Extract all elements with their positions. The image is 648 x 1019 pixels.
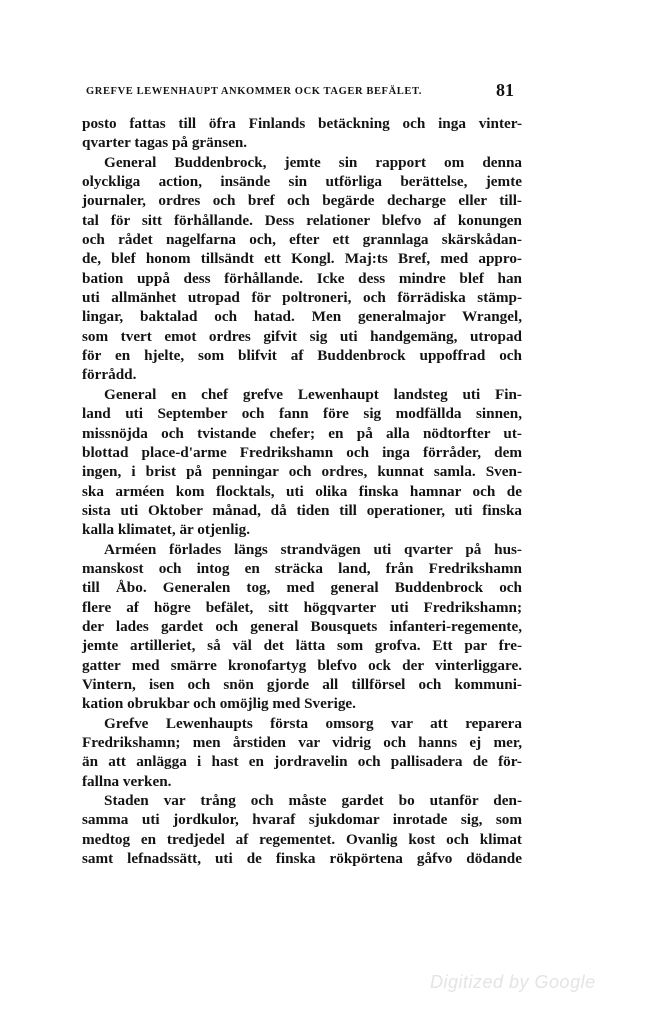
text-line: olyckliga action, insände sin utförliga berättelse, jemte [82,173,522,191]
text-line: kalla klimatet, är otjenlig. [82,521,251,539]
text-line: blottad place-d'arme Fredrikshamn och inga förråder, dem [82,443,522,461]
text-line: fallna verken. [82,772,172,790]
text-line: ska arméen kom flocktals, uti olika finska hamnar och de [82,482,522,500]
text-line: qvarter tagas på gränsen. [82,134,248,152]
text-line: Staden var trång och måste gardet bo utanför den- [104,792,522,810]
text-line: bation uppå dess förhållande. Icke dess mindre blef han [82,269,522,287]
text-line: lingar, baktalad och hatad. Men generalmajor Wrangel, [82,308,522,326]
text-line: Arméen förlades längs strandvägen uti qvarter på hus- [104,540,522,558]
text-line: medtog en tredjedel af regementet. Ovanlig kost och klimat [82,830,522,848]
text-line: land uti September och fann före sig modfällda sinnen, [82,405,522,423]
text-line: flere af högre befälet, sitt högqvarter uti Fredrikshamn; [82,598,522,616]
text-line: Vintern, isen och snön gjorde all tillförsel och kommuni- [82,675,522,693]
text-line: kation obrukbar och omöjlig med Sverige. [82,695,356,713]
text-line: manskost och intog en sträcka land, från Fredrikshamn [82,559,522,577]
running-head: GREFVE LEWENHAUPT ANKOMMER OCK TAGER BEFÄLET. [86,86,423,97]
text-line: och rådet nagelfarna och, efter ett grannlaga skärskådan- [82,231,522,249]
text-line: Fredrikshamn; men årstiden var vidrig och hanns ej mer, [82,734,522,751]
text-line: missnöjda och tvistande chefer; en på alla nödtorfter ut- [82,424,522,442]
text-line: der lades gardet och general Bousquets infanteri-regemente, [82,617,522,635]
text-line: Grefve Lewenhaupts första omsorg var att reparera [104,714,522,732]
text-line: för en hjelte, som blifvit af Buddenbrock uppoffrad och [82,347,522,365]
text-line: sista uti Oktober månad, då tiden till operationer, uti finska [82,501,522,519]
text-line: de, blef honom tillsändt ett Kongl. Maj:ts Bref, med appro- [82,250,522,268]
text-line: ingen, i brist på penningar och ordres, kunnat samla. Sven- [82,463,522,481]
page-header [82,80,516,106]
text-line: som tvert emot ordres gifvit sig uti handgemäng, utropad [82,327,522,345]
text-line: General Buddenbrock, jemte sin rapport om denna [104,153,522,171]
body-text [82,114,522,868]
text-line: samma uti jordkulor, hvaraf sjukdomar inrotade sig, som [82,811,522,829]
text-line: samt lefnadssätt, uti de finska rökpörtena gåfvo dödande [82,850,522,868]
text-line: förrådd. [82,366,137,384]
text-line: gatter med smärre kronofartyg blefvo ock der vinterliggare. [82,656,522,674]
text-line: än att anlägga i hast en jordravelin och pallisadera de för- [82,753,522,771]
text-line: till Åbo. Generalen tog, med general Buddenbrock och [82,579,522,597]
text-line: posto fattas till öfra Finlands betäckning och inga vinter- [82,115,522,132]
watermark: Digitized by Google [430,972,596,992]
text-line: tal för sitt förhållande. Dess relationer blefvo af konungen [82,211,522,229]
text-line: General en chef grefve Lewenhaupt landsteg uti Fin- [104,385,522,403]
page-number: 81 [496,80,514,100]
text-line: uti allmänhet utropad för poltroneri, och förrädiska stämp- [82,289,522,307]
text-line: journaler, ordres och bref och begärde decharge eller till- [82,192,522,210]
text-line: jemte artilleriet, så väl det lätta som grofva. Ett par fre- [82,637,522,655]
